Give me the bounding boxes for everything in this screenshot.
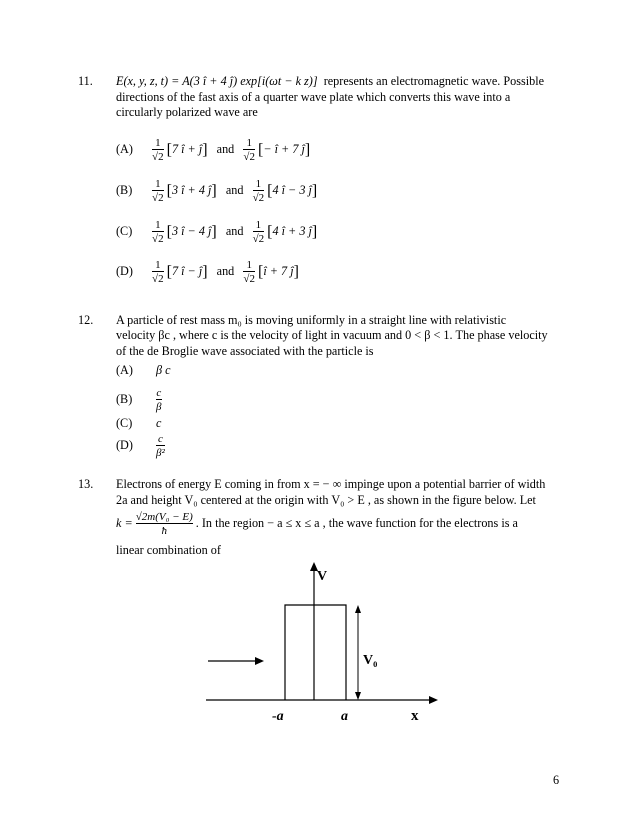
- frac-den: √2: [243, 151, 255, 163]
- q12-line2: velocity βc , where c is the velocity of light in vacuum and 0 < β < 1. The phase velocity: [116, 328, 548, 342]
- frac-num: 1: [246, 137, 252, 149]
- q12-option-a: [116, 363, 171, 379]
- frac-num: 1: [155, 178, 161, 190]
- fraction: [152, 259, 164, 285]
- q13-line3-rest: . In the region − a ≤ x ≤ a , the wave function for the electrons is a: [195, 515, 518, 530]
- option-and: and: [225, 182, 244, 197]
- option-right: î + 7 ĵ: [263, 263, 294, 278]
- q13-number: 13.: [78, 477, 94, 491]
- q13-line1: Electrons of energy E coming in from x = − ∞ impinge upon a potential barrier of width: [116, 477, 546, 491]
- frac-den: √2: [152, 233, 164, 245]
- frac-num: 1: [155, 219, 161, 231]
- k-num: √2m(V₀ − E): [135, 511, 193, 523]
- frac-den: √2: [252, 192, 265, 204]
- q11-formula: E(x, y, z, t) = A(3 î + 4 ĵ) exp[i(ωt − k z)]: [116, 74, 318, 88]
- q12-option-d: [116, 433, 165, 459]
- frac-den: √2: [252, 233, 265, 245]
- q12-line1: A particle of rest mass m₀ is moving uniformly in a straight line with relativistic: [116, 313, 507, 327]
- q11-option-c: (C) $\frac{1}{√2}$ [3 î − 4 ĵ] and $\frac{1}{√2}$ [4 î + 3 ĵ]: [116, 219, 318, 245]
- incoming-arrow-head: [255, 657, 264, 665]
- v-axis-label: V: [317, 569, 328, 584]
- option-and: and: [225, 223, 244, 238]
- frac-den: √2: [243, 273, 255, 285]
- option-label: (B): [116, 391, 133, 406]
- height-arrow-bottom: [355, 692, 361, 700]
- frac-den: β²: [156, 447, 165, 459]
- q12-number: 12.: [78, 313, 94, 327]
- frac-den: √2: [152, 273, 164, 285]
- fraction: [156, 433, 165, 459]
- option-label: (D): [116, 263, 133, 278]
- q13-line2: 2a and height V₀ centered at the origin with V₀ > E , as shown in the figure below. Let: [116, 493, 536, 507]
- q11-text-after: represents an electromagnetic wave. Possible: [323, 74, 545, 88]
- frac-num: c: [157, 433, 163, 445]
- q11-line2: directions of the fast axis of a quarter wave plate which converts this wave into a: [116, 90, 511, 104]
- q11-option-d: (D) $\frac{1}{√2}$ [7 î − ĵ] and $\frac{1}{√2}$ [î + 7 ĵ]: [116, 259, 299, 285]
- height-arrow-top: [355, 605, 361, 613]
- q12-line3: of the de Broglie wave associated with the particle is: [116, 344, 374, 358]
- option-and: and: [216, 263, 235, 278]
- option-label: (A): [116, 141, 133, 156]
- fraction: [152, 219, 164, 245]
- frac-num: c: [156, 387, 162, 399]
- q11-number: 11.: [78, 74, 93, 88]
- frac-num: 1: [255, 219, 262, 231]
- x-axis-label: x: [411, 708, 419, 720]
- frac-num: 1: [246, 259, 252, 271]
- q12-option-c: [116, 416, 161, 432]
- option-label: (B): [116, 182, 133, 197]
- option-label: (A): [116, 363, 133, 377]
- x-axis-arrowhead: [429, 696, 438, 704]
- barrier-rectangle: [285, 605, 346, 700]
- fraction: [152, 137, 164, 163]
- option-left: 7 î + ĵ: [171, 141, 203, 156]
- option-left: 7 î − ĵ: [171, 263, 203, 278]
- frac-num: 1: [155, 259, 161, 271]
- option-value: c: [156, 416, 162, 430]
- option-label: (C): [116, 223, 133, 238]
- q13-line4: linear combination of: [116, 543, 221, 557]
- fraction: [156, 387, 161, 413]
- frac-den: √2: [152, 151, 164, 163]
- frac-den: √2: [152, 192, 164, 204]
- pos-a-label: a: [341, 709, 348, 720]
- option-right: 4 î − 3 ĵ: [272, 182, 312, 197]
- option-left: 3 î − 4 ĵ: [171, 223, 212, 238]
- fraction: [253, 178, 265, 204]
- height-label: V₀: [363, 653, 378, 668]
- fraction: [243, 137, 255, 163]
- neg-a-label: -a: [272, 709, 284, 720]
- potential-barrier-figure: [200, 560, 440, 720]
- option-value: β c: [156, 363, 171, 377]
- option-label: (C): [116, 416, 133, 430]
- fraction: [253, 219, 265, 245]
- frac-den: β: [156, 401, 162, 413]
- page-number: 6: [553, 773, 560, 787]
- q11-line3: circularly polarized wave are: [116, 105, 258, 119]
- option-right: − î + 7 ĵ: [263, 141, 305, 156]
- q13-line3: [116, 511, 586, 537]
- k-lhs: k =: [116, 515, 133, 530]
- option-label: (D): [116, 437, 133, 452]
- k-den: ħ: [136, 523, 193, 537]
- q11-option-b: (B) $\frac{1}{√2}$ [3 î + 4 ĵ] and $\frac{1}{√2}$ [4 î − 3 ĵ]: [116, 178, 318, 204]
- option-left: 3 î + 4 ĵ: [171, 182, 212, 197]
- frac-num: 1: [155, 137, 161, 149]
- fraction: [152, 178, 164, 204]
- k-fraction: [136, 511, 193, 537]
- fraction: [243, 259, 255, 285]
- option-and: and: [216, 141, 235, 156]
- q12-option-b: [116, 387, 162, 413]
- q11-stem: [116, 74, 566, 90]
- q11-option-a: (A) $\frac{1}{√2}$ [7 î + ĵ] and $\frac{1}{√2}$ [− î + 7 ĵ]: [116, 137, 311, 163]
- frac-num: 1: [255, 178, 262, 190]
- option-right: 4 î + 3 ĵ: [272, 223, 312, 238]
